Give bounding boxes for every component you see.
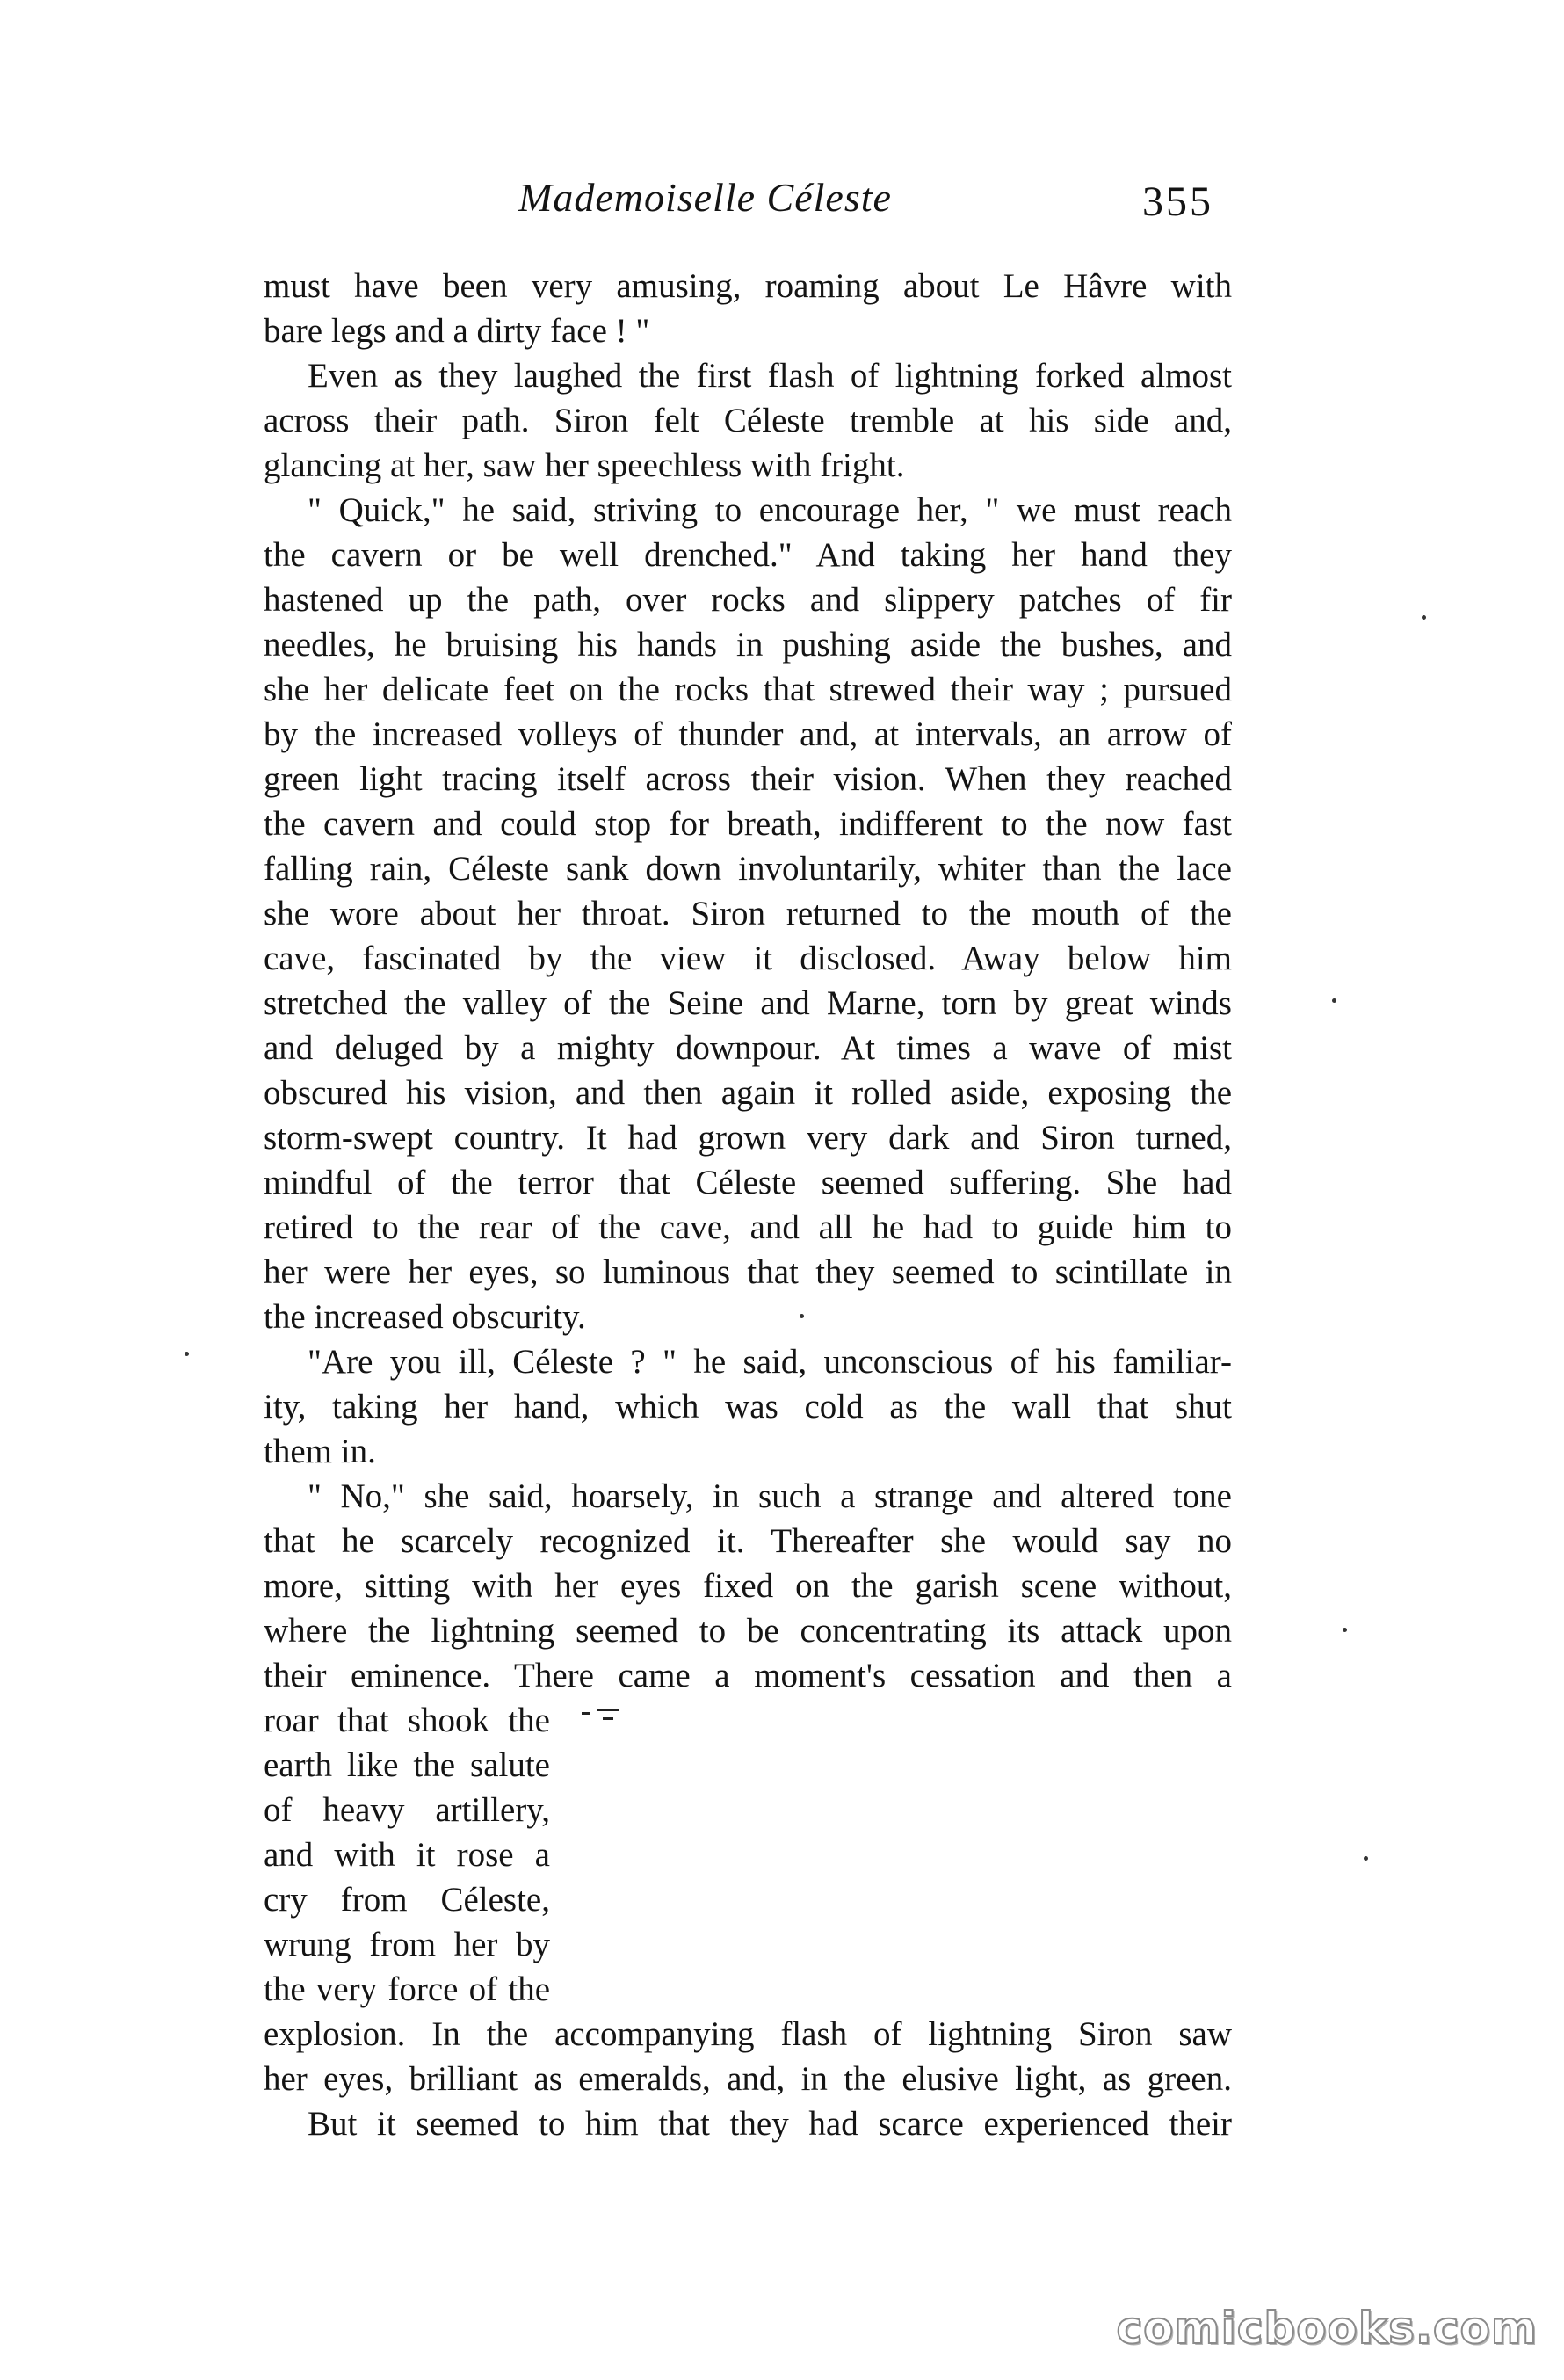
text-line: earth like the salute <box>264 1746 550 1784</box>
text-line: her eyes, brilliant as emeralds, and, in the elusive light, as green. <box>264 2060 1232 2098</box>
text-line: must have been very amusing, roaming about Le Hâvre with <box>264 267 1232 305</box>
ink-dash <box>603 1717 613 1720</box>
text-line: falling rain, Céleste sank down involuntarily, whiter than the lace <box>264 850 1232 888</box>
text-line: Even as they laughed the first flash of lightning forked almost <box>308 357 1232 395</box>
text-line: bare legs and a dirty face ! " <box>264 312 650 350</box>
text-line: explosion. In the accompanying flash of lightning Siron saw <box>264 2015 1232 2053</box>
text-line: cry from Céleste, <box>264 1881 550 1919</box>
paper-speck <box>1364 1856 1368 1861</box>
text-line: stretched the valley of the Seine and Marne, torn by great winds <box>264 984 1232 1022</box>
text-line: green light tracing itself across their vision. When they reached <box>264 760 1232 798</box>
watermark-logo: comicbooks.com <box>1116 2303 1538 2354</box>
ink-dash <box>582 1712 590 1715</box>
text-line: and with it rose a <box>264 1836 550 1874</box>
paper-speck <box>185 1352 189 1356</box>
text-line: needles, he bruising his hands in pushing aside the bushes, and <box>264 626 1232 664</box>
text-line: the cavern or be well drenched." And taking her hand they <box>264 536 1232 574</box>
paper-speck <box>1332 998 1336 1003</box>
blank-illustration-area <box>571 1696 1221 1986</box>
text-line: across their path. Siron felt Céleste tremble at his side and, <box>264 402 1232 439</box>
text-line: where the lightning seemed to be concentrating its attack upon <box>264 1612 1232 1650</box>
text-line: ity, taking her hand, which was cold as the wall that shut <box>264 1388 1232 1426</box>
paper-speck <box>1343 1628 1347 1632</box>
text-line: she wore about her throat. Siron returned to the mouth of the <box>264 895 1232 932</box>
text-line: hastened up the path, over rocks and slippery patches of fir <box>264 581 1232 619</box>
text-line: that he scarcely recognized it. Thereafter she would say no <box>264 1522 1232 1560</box>
text-line: storm-swept country. It had grown very dark and Siron turned, <box>264 1119 1232 1157</box>
text-line: " No," she said, hoarsely, in such a strange and altered tone <box>308 1477 1232 1515</box>
text-line: the very force of the <box>264 1970 550 2008</box>
text-line: the cavern and could stop for breath, indifferent to the now fast <box>264 805 1232 843</box>
text-line: glancing at her, saw her speechless with fright. <box>264 446 905 484</box>
text-line: the increased obscurity. <box>264 1298 586 1336</box>
paper-speck <box>800 1314 804 1318</box>
text-line: But it seemed to him that they had scarce experienced their <box>308 2105 1232 2143</box>
paper-speck <box>1422 615 1426 620</box>
page-number: 355 <box>1142 178 1213 225</box>
text-line: obscured his vision, and then again it rolled aside, exposing the <box>264 1074 1232 1112</box>
text-line: wrung from her by <box>264 1926 550 1963</box>
text-line: and deluged by a mighty downpour. At times a wave of mist <box>264 1029 1232 1067</box>
text-line: more, sitting with her eyes fixed on the garish scene without, <box>264 1567 1232 1605</box>
text-line: she her delicate feet on the rocks that strewed their way ; pursued <box>264 671 1232 708</box>
text-line: their eminence. There came a moment's cessation and then a <box>264 1657 1232 1694</box>
ink-dash <box>597 1709 619 1711</box>
text-line: "Are you ill, Céleste ? " he said, unconscious of his familiar- <box>308 1343 1232 1381</box>
text-line: roar that shook the <box>264 1702 550 1739</box>
text-line: mindful of the terror that Céleste seemed suffering. She had <box>264 1164 1232 1201</box>
text-line: cave, fascinated by the view it disclosed. Away below him <box>264 940 1232 977</box>
text-line: of heavy artillery, <box>264 1791 550 1829</box>
text-line: by the increased volleys of thunder and, at intervals, an arrow of <box>264 715 1232 753</box>
text-line: retired to the rear of the cave, and all he had to guide him to <box>264 1208 1232 1246</box>
text-line: " Quick," he said, striving to encourage her, " we must reach <box>308 491 1232 529</box>
text-line: her were her eyes, so luminous that they seemed to scintillate in <box>264 1253 1232 1291</box>
running-title: Mademoiselle Céleste <box>518 175 892 220</box>
text-line: them in. <box>264 1433 376 1470</box>
